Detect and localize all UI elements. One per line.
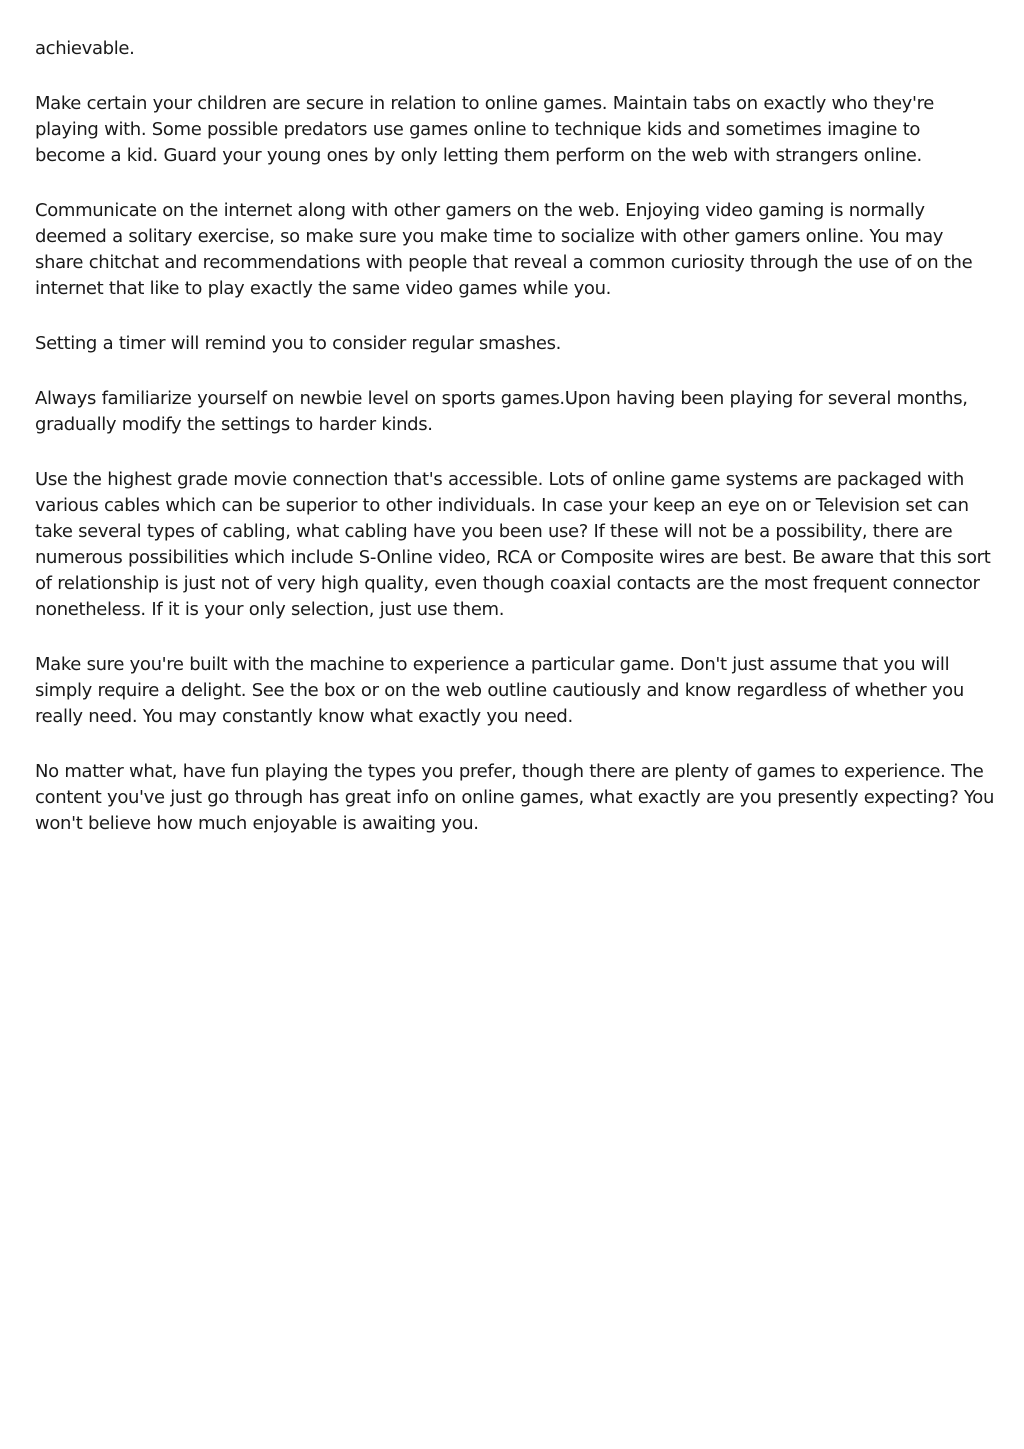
paragraph-3: Communicate on the internet along with other gamers on the web. Enjoying video gaming is normally deemed a solitary exercise, so make sure you make time to socialize with other gamers online. You may share chitchat and recommendations with people that reveal a common curiosity through the use of on the internet that like to play exactly the same video games while you. [35, 200, 973, 299]
paragraph-6: Use the highest grade movie connection that's accessible. Lots of online game systems are packaged with various cables which can be superior to other individuals. In case your keep an eye on or Television set can take several types of cabling, what cabling have you been use? If these will not be a possibility, there are numerous possibilities which include S-Online video, RCA or Composite wires are best. Be aware that this sort of relationship is just not of very high quality, even though coaxial contacts are the most frequent connector nonetheless. If it is your only selection, just use them. [35, 469, 991, 620]
paragraph-5: Always familiarize yourself on newbie level on sports games.Upon having been playing for several months, gradually modify the settings to harder kinds. [35, 388, 968, 435]
document-body [35, 36, 995, 837]
paragraph-7: Make sure you're built with the machine to experience a particular game. Don't just assume that you will simply require a delight. See the box or on the web outline cautiously and know regardless of whether you really need. You may constantly know what exactly you need. [35, 654, 964, 727]
paragraph-1: achievable. [35, 38, 135, 59]
paragraph-8: No matter what, have fun playing the types you prefer, though there are plenty of games to experience. The content you've just go through has great info on online games, what exactly are you presently expecting? You won't believe how much enjoyable is awaiting you. [35, 761, 995, 834]
paragraph-2: Make certain your children are secure in relation to online games. Maintain tabs on exactly who they're playing with. Some possible predators use games online to technique kids and sometimes imagine to become a kid. Guard your young ones by only letting them perform on the web with strangers online. [35, 93, 934, 166]
paragraph-4: Setting a timer will remind you to consider regular smashes. [35, 333, 562, 354]
